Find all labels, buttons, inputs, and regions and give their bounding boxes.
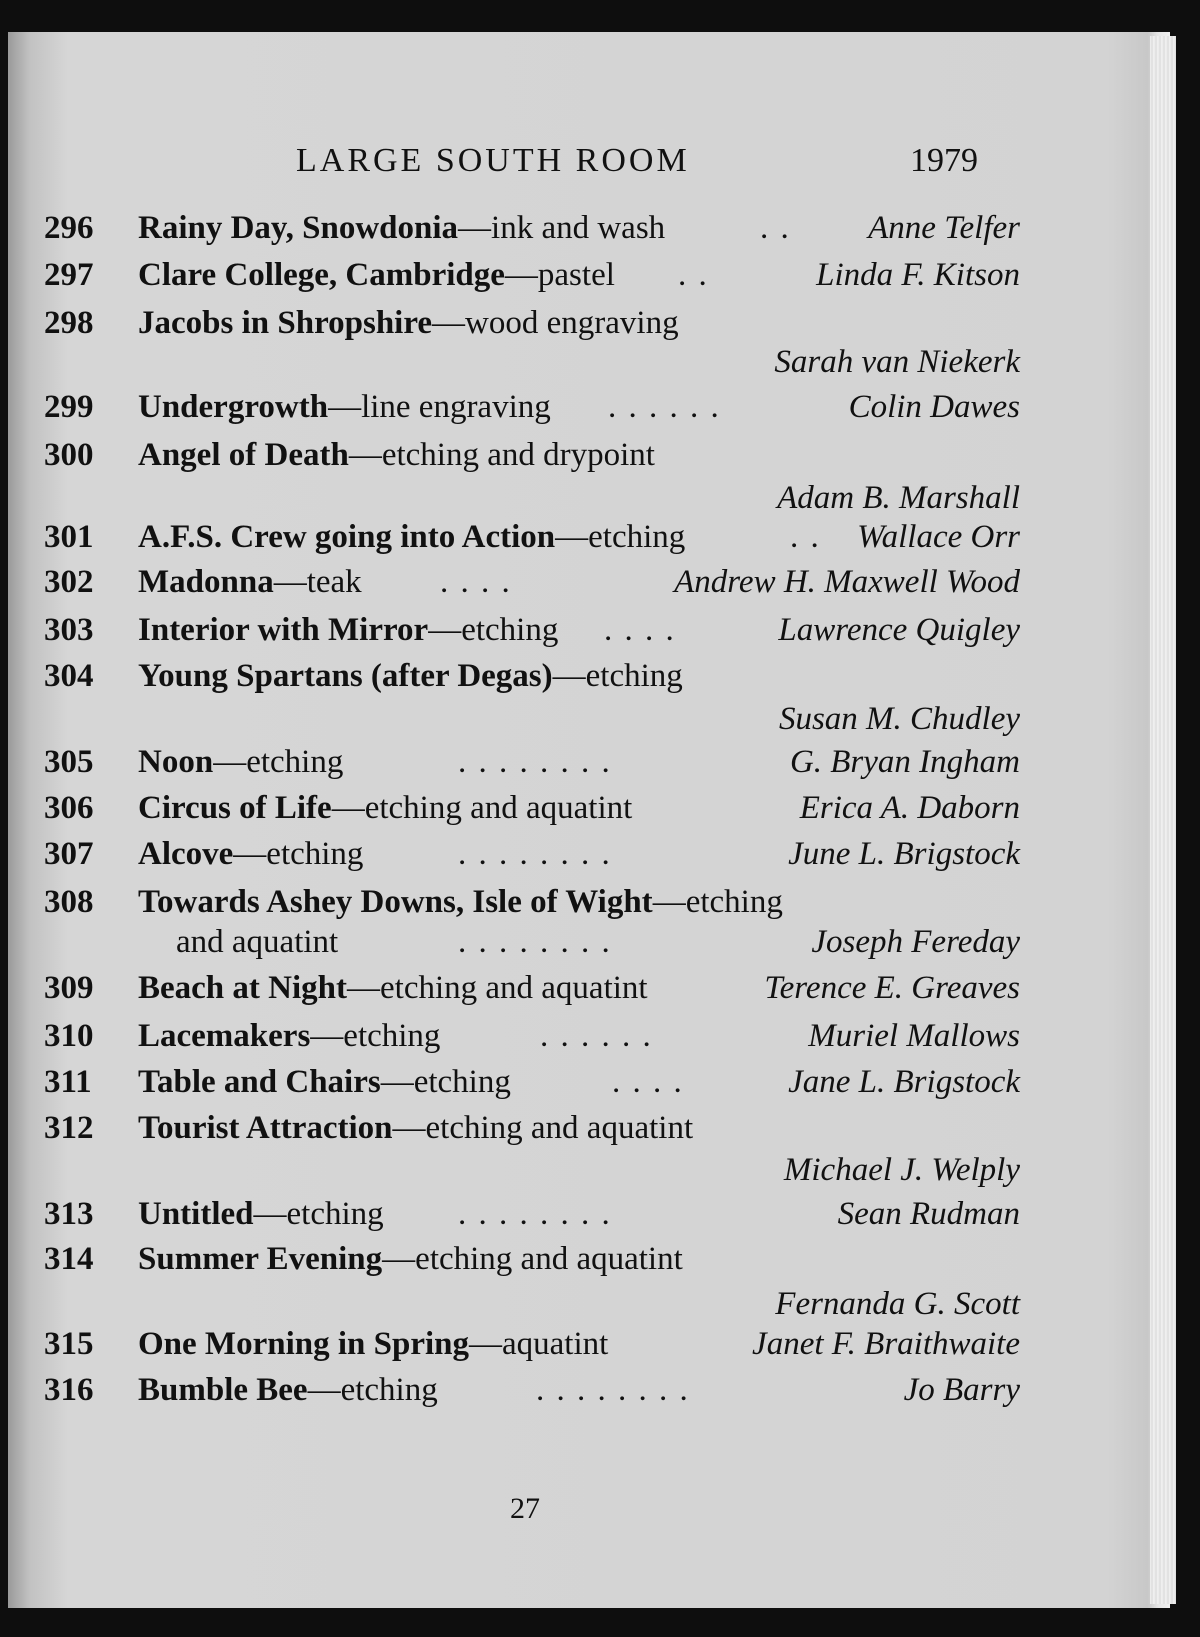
entry-308-continuation [0,924,1200,968]
entry-313 [0,1196,1200,1240]
entry-artist: Anne Telfer [868,210,1020,246]
entry-304 [0,658,1200,702]
entry-artist: Sarah van Niekerk [774,344,1020,380]
entry-medium: —etching and aquatint [331,790,633,826]
entry-medium: —wood engraving [432,305,679,341]
entry-medium: —etching [253,1196,384,1232]
entry-316 [0,1372,1200,1416]
entry-number: 307 [44,836,94,872]
entry-299 [0,389,1200,433]
entry-medium: —etching and drypoint [348,437,655,473]
entry-title: Undergrowth [138,389,329,425]
dot-leader: . . . . . . . . [536,1372,690,1408]
entry-medium: —etching [233,836,364,872]
entry-title: Alcove [138,836,234,872]
entry-title: Lacemakers [138,1018,311,1054]
dot-leader: . . . . . . . . [458,744,612,780]
entry-number: 302 [44,564,94,600]
entry-number: 306 [44,790,94,826]
entry-medium: —line engraving [328,389,551,425]
entry-medium: —etching [380,1064,511,1100]
entry-artist: Janet F. Braithwaite [752,1326,1020,1362]
entry-medium: —etching [555,519,686,555]
dot-leader: . . . . . . [540,1018,653,1054]
dot-leader: . . . . [604,612,676,648]
entry-304-artist-line [0,701,1200,745]
entry-298 [0,305,1200,349]
entry-297 [0,257,1200,301]
entry-308 [0,884,1200,928]
entry-303 [0,612,1200,656]
entry-medium: —etching [428,612,559,648]
entry-title: Young Spartans (after Degas) [138,658,553,694]
page-number: 27 [510,1492,540,1525]
entry-title: Interior with Mirror [138,612,429,648]
entry-artist: Terence E. Greaves [764,970,1020,1006]
entry-302 [0,564,1200,608]
entry-301 [0,519,1200,563]
entry-310 [0,1018,1200,1062]
entry-medium: —etching [213,744,344,780]
entry-artist: Jane L. Brigstock [788,1064,1020,1100]
entry-number: 300 [44,437,94,473]
entry-title: Summer Evening [138,1241,383,1277]
entry-number: 315 [44,1326,94,1362]
entry-number: 313 [44,1196,94,1232]
entry-title: Madonna [138,564,274,600]
entry-number: 308 [44,884,94,920]
entry-title: A.F.S. Crew going into Action [138,519,556,555]
entry-title: Circus of Life [138,790,332,826]
entry-number: 305 [44,744,94,780]
entry-296 [0,210,1200,254]
entry-title: Noon [138,744,214,780]
entry-artist: Andrew H. Maxwell Wood [674,564,1020,600]
entry-medium: —etching and aquatint [382,1241,683,1277]
room-heading: LARGE SOUTH ROOM [296,142,690,179]
entry-medium: —etching and aquatint [347,970,648,1006]
entry-number: 299 [44,389,94,425]
entry-artist: June L. Brigstock [788,836,1020,872]
entry-artist: Fernanda G. Scott [775,1286,1020,1322]
entry-312-artist-line [0,1152,1200,1196]
entry-311 [0,1064,1200,1108]
entry-medium: —ink and wash [458,210,666,246]
year-heading: 1979 [910,142,978,179]
dot-leader: . . . . [440,564,512,600]
entry-307 [0,836,1200,880]
dot-leader: . . [790,519,821,555]
entry-312 [0,1110,1200,1154]
entry-number: 311 [44,1064,92,1100]
entry-315 [0,1326,1200,1370]
entry-title: Table and Chairs [138,1064,381,1100]
dot-leader: . . . . [612,1064,684,1100]
dot-leader: . . [678,257,709,293]
entry-artist: G. Bryan Ingham [789,744,1020,780]
dot-leader: . . . . . . . . [458,836,612,872]
entry-number: 309 [44,970,94,1006]
entry-artist: Sean Rudman [837,1196,1020,1232]
entry-artist: Linda F. Kitson [816,257,1020,293]
entry-artist: Joseph Fereday [811,924,1020,960]
entry-number: 312 [44,1110,94,1146]
dot-leader: . . . . . . [608,389,721,425]
entry-number: 301 [44,519,94,555]
entry-artist: Erica A. Daborn [799,790,1020,826]
entry-title: Tourist Attraction [138,1110,393,1146]
entry-305 [0,744,1200,788]
entry-number: 298 [44,305,94,341]
entry-artist: Wallace Orr [857,519,1020,555]
entry-medium: —etching [552,658,683,694]
entry-300-artist-line [0,480,1200,524]
entry-medium: —teak [273,564,362,600]
entry-title: Bumble Bee [138,1372,308,1408]
entry-artist: Susan M. Chudley [778,701,1020,737]
entry-title: Jacobs in Shropshire [138,305,433,341]
entry-number: 310 [44,1018,94,1054]
entry-314-artist-line [0,1286,1200,1330]
entry-number: 316 [44,1372,94,1408]
entry-number: 297 [44,257,94,293]
dot-leader: . . . . . . . . [458,924,612,960]
entry-medium: —pastel [504,257,615,293]
entry-314 [0,1241,1200,1285]
entry-306 [0,790,1200,834]
entry-number: 303 [44,612,94,648]
entry-number: 304 [44,658,94,694]
entry-title: Towards Ashey Downs, Isle of Wight [138,884,653,920]
entry-medium: —etching [310,1018,441,1054]
entry-artist: Colin Dawes [848,389,1020,425]
entry-title: Rainy Day, Snowdonia [138,210,459,246]
entry-title: Clare College, Cambridge [138,257,505,293]
entry-309 [0,970,1200,1014]
entry-title: Untitled [138,1196,254,1232]
dot-leader: . . [760,210,791,246]
entry-medium-continued: and aquatint [176,924,339,960]
entry-number: 296 [44,210,94,246]
entry-medium: —etching [652,884,783,920]
entry-300 [0,437,1200,481]
entry-medium: —aquatint [468,1326,609,1362]
entry-title: Beach at Night [138,970,347,1006]
entry-medium: —etching and aquatint [392,1110,694,1146]
entry-artist: Lawrence Quigley [778,612,1020,648]
entry-artist: Adam B. Marshall [777,480,1020,516]
entry-artist: Jo Barry [903,1372,1020,1408]
entry-number: 314 [44,1241,94,1277]
entry-title: Angel of Death [138,437,349,473]
entry-medium: —etching [307,1372,438,1408]
entry-artist: Muriel Mallows [808,1018,1020,1054]
entry-artist: Michael J. Welply [783,1152,1020,1188]
dot-leader: . . . . . . . . [458,1196,612,1232]
entry-title: One Morning in Spring [138,1326,469,1362]
entry-298-artist-line [0,344,1200,388]
